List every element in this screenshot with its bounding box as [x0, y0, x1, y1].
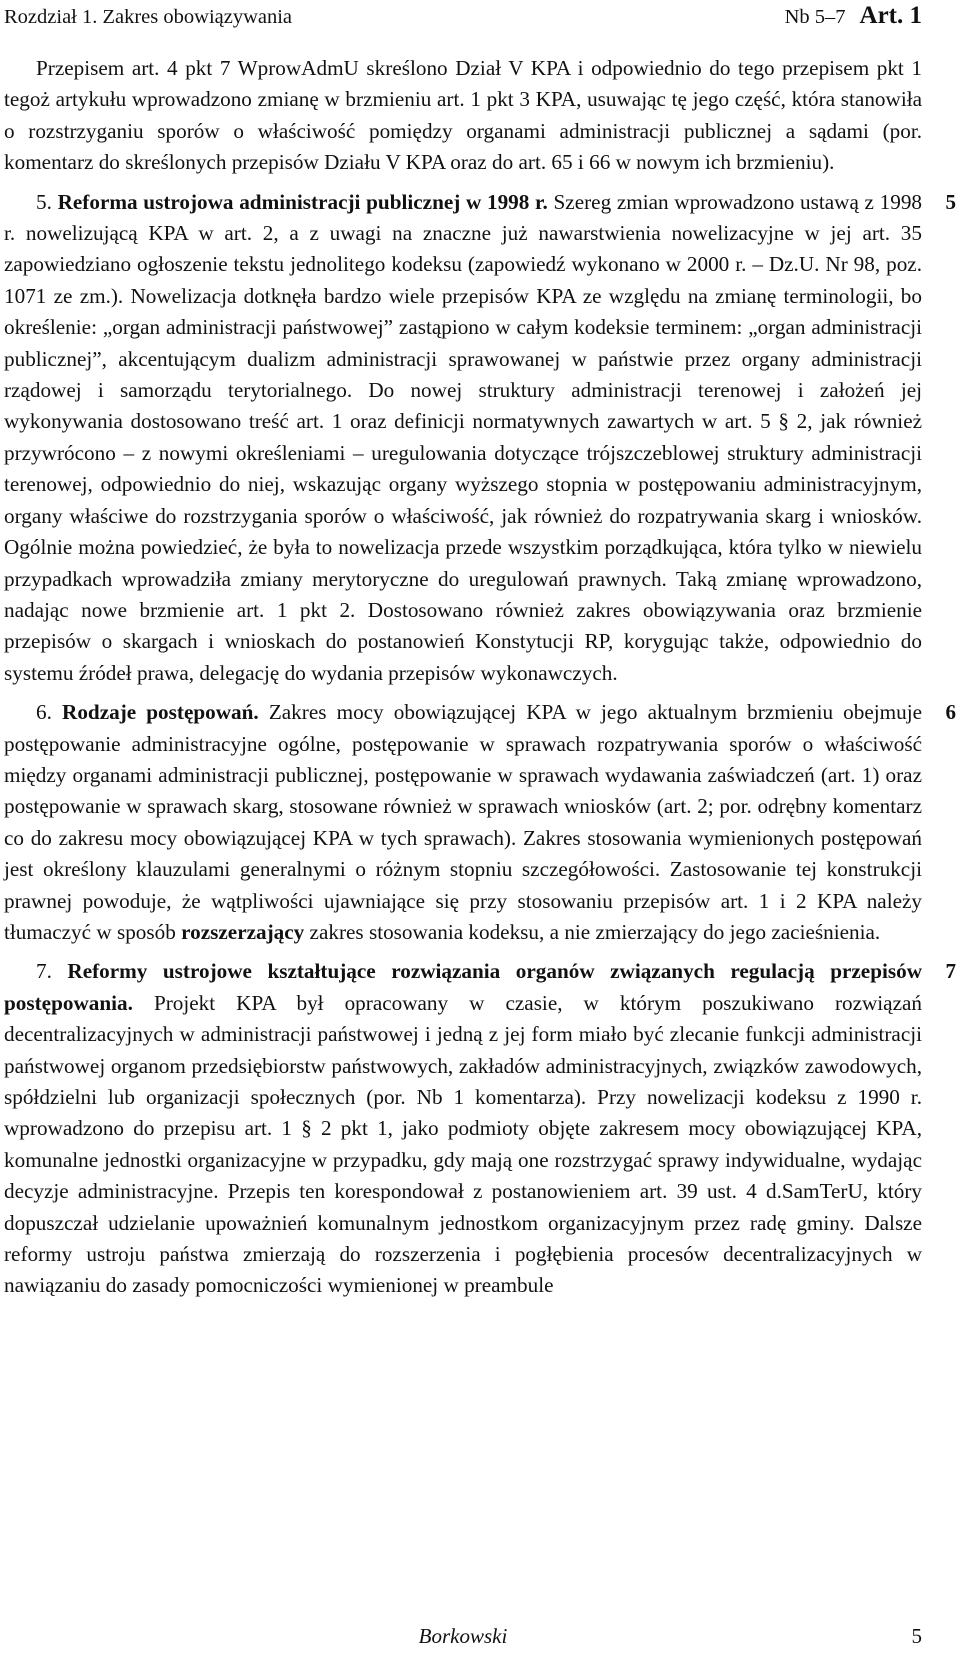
page-body	[4, 53, 956, 1302]
margin-note-range: Nb 5–7	[784, 6, 846, 28]
emphasized-word: rozszerzający	[181, 919, 305, 944]
paragraph-text-continued: zakres stosowania kodeksu, a nie zmierzający do jego zacieśnienia.	[309, 919, 881, 944]
margin-number: 5	[945, 189, 956, 214]
chapter-title: Rozdział 1. Zakres obowiązywania	[4, 6, 293, 28]
paragraph-heading: Reforma ustrojowa administracji publicznej w 1998 r.	[57, 189, 548, 214]
paragraph-text: Projekt KPA był opracowany w czasie, w którym poszukiwano rozwiązań decentralizacyjnych w administracji państwowej i jedną z jej form miało być zlecanie funkcji administracji państwowej organom przedsiębiorstw państwowych, zakładów administracyjnych, związków zawodowych, spółdzielni lub organizacji społecznych (por. Nb 1 komentarza). Przy nowelizacji kodeksu z 1990 r. wprowadzono do przepisu art. 1 § 2 pkt 1, jako podmioty objęte zakresem mocy obowiązującej KPA, komunalne jednostki organizacyjne w przypadku, gdy mają one rozstrzygać sprawy indywidualne, wydając decyzje administracyjne. Przepis ten korespondował z postanowieniem art. 39 ust. 4 d.SamTerU, który dopuszczał udzielanie upoważnień komunalnym jednostkom organizacyjnym przez radę gminy. Dalsze reformy ustroju państwa zmierzają do rozszerzenia i pogłębienia procesów decentralizacyjnych w nawiązaniu do zasady pomocniczości wymienionej w preambule	[4, 990, 922, 1298]
author-name: Borkowski	[418, 1624, 508, 1648]
paragraph-heading: Reformy ustrojowe kształtujące rozwiązania organów związanych regulacją przepisów postępowania.	[4, 959, 922, 1015]
paragraph-6	[4, 697, 956, 948]
paragraph-7	[4, 956, 956, 1301]
paragraph-number: 5.	[36, 189, 52, 214]
paragraph-number: 6.	[36, 700, 52, 725]
paragraph-text: Zakres mocy obowiązującej KPA w jego aktualnym brzmieniu obejmuje postępowanie administracyjne ogólne, postępowanie w sprawach rozpatrywania sporów o właściwość między organami administracji publicznej, postępowanie w sprawach wydawania zaświadczeń (art. 1) oraz postępowanie w sprawach skarg, stosowane również w sprawach wniosków (art. 2; por. odrębny komentarz co do zakresu mocy obowiązującej KPA w tych sprawach). Zakres stosowania wymienionych postępowań jest określony klauzulami generalnymi o różnym stopniu szczegółowości. Zastosowanie tej konstrukcji prawnej powoduje, że wątpliwości ujawniające się przy stosowaniu przepisów art. 1 i 2 KPA należy tłumaczyć w sposób	[4, 700, 923, 944]
paragraph-text: Przepisem art. 4 pkt 7 WprowAdmU skreślono Dział V KPA i odpowiednio do tego przepisem pkt 1 tegoż artykułu wprowadzono zmianę w brzmieniu art. 1 pkt 3 KPA, usuwając tę jego część, która stanowiła o rozstrzyganiu sporów o właściwość pomiędzy organami administracji publicznej a sądami (por. komentarz do skreślonych przepisów Działu V KPA oraz do art. 65 i 66 w nowym ich brzmieniu).	[4, 56, 922, 175]
margin-number: 7	[945, 959, 956, 984]
paragraph-text: Szereg zmian wprowadzono ustawą z 1998 r. nowelizującą KPA w art. 2, a z uwagi na znaczne już nawarstwienia nowelizacyjne w jej art. 35 zapowiedziano ogłoszenie tekstu jednolitego kodeksu (zapowiedź wykonano w 2000 r. – Dz.U. Nr 98, poz. 1071 ze zm.). Nowelizacja dotknęła bardzo wiele przepisów KPA ze względu na zmianę terminologii, bo określenie: „organ administracji państwowej” zastąpiono w całym kodeksie terminem: „organ administracji publicznej”, akcentującym dualizm administracji sprawowanej w państwie przez organy administracji rządowej i samorządu terytorialnego. Do nowej struktury administracji terenowej i założeń jej wykonywania dostosowano treść art. 1 oraz definicji normatywnych zawartych w art. 5 § 2, jak również przywrócono – z nowymi określeniami – uregulowania dotyczące trójszczeblowej struktury administracji terenowej, odpowiednio do niej, wskazując organy wyższego stopnia w postępowaniu administracyjnym, organy właściwe do rozstrzygania sporów o właściwość, jak również do rozpatrywania skarg i wniosków. Ogólnie można powiedzieć, że była to nowelizacja przede wszystkim porządkująca, która tylko w niewielu przypadkach wprowadziła zmiany merytoryczne do uregulowań prawnych. Taką zmianę wprowadzono, nadając nowe brzmienie art. 1 pkt 2. Dostosowano również zakres obowiązywania oraz brzmienie przepisów o skargach i wnioskach do postanowień Konstytucji RP, korygując także, odpowiednio do systemu źródeł prawa, delegację do wydania przepisów wykonawczych.	[4, 189, 923, 685]
paragraph-number: 7.	[36, 959, 52, 984]
margin-number: 6	[945, 700, 956, 725]
page-header	[4, 2, 922, 36]
article-label: Art. 1	[859, 2, 922, 29]
page-number: 5	[911, 1624, 922, 1648]
paragraph-5	[4, 187, 956, 690]
page-footer	[4, 1624, 922, 1658]
paragraph-heading: Rodzaje postępowań.	[62, 700, 259, 725]
paragraph-intro	[4, 53, 922, 179]
header-right	[785, 2, 922, 30]
